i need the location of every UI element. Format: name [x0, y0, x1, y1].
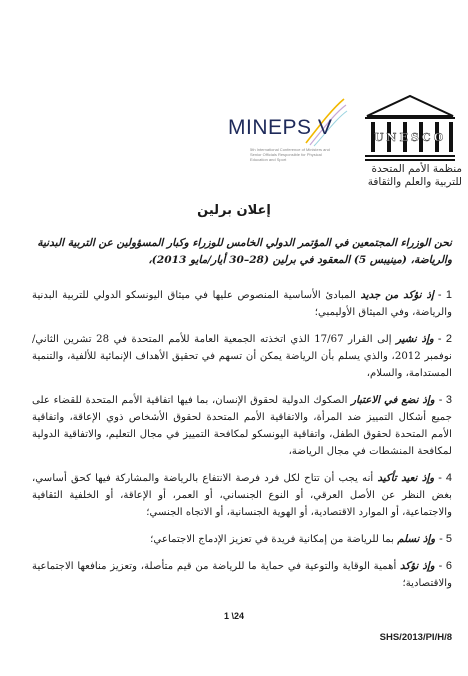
page-number: 1 \24 — [223, 611, 245, 621]
item-lead: وإذ نشير — [396, 333, 434, 345]
page-title: إعلان برلين — [197, 203, 271, 218]
item-text: أهمية الوقاية والتوعية في حماية ما للرياضة من قيم متأصلة، وتعزيز منافعها الاجتماعية والاقتصادية؛ — [32, 561, 452, 589]
item-number: 4 - — [438, 472, 453, 484]
item-number: 2 - — [437, 333, 452, 345]
declaration-item-6 — [32, 558, 452, 592]
item-lead: وإذ نؤكد — [400, 560, 435, 572]
item-number: 5 - — [439, 533, 452, 545]
declaration-item-3 — [32, 392, 452, 460]
item-text: أنه يجب أن تتاح لكل فرد فرصة الانتفاع بالرياضة والمشاركة فيها كحق أساسي، بغض النظر عن الأصل العرقي، أو النوع الجنساني، أو العمر، أو الإعاقة، أو الخلفية الثقافية والاجتماعية، أو الموارد الاقتصادية، أو الهوية الجنسانية، أو الاتجاه الجنسي؛ — [32, 473, 452, 518]
item-number: 1 - — [437, 289, 452, 301]
item-text: المبادئ الأساسية المنصوص عليها في ميثاق اليونسكو الدولي للتربية البدنية والرياضة، وفي الميثاق الأوليمبي؛ — [32, 290, 452, 318]
item-lead: وإذ نعيد تأكيد — [377, 472, 435, 484]
declaration-item-4 — [32, 470, 452, 521]
unesco-word: UNESCO — [373, 131, 447, 144]
item-lead: وإذ نضع في الاعتبار — [351, 394, 435, 406]
item-number: 6 - — [438, 560, 452, 572]
unesco-org-line-1: منظمة الأمم المتحدة — [371, 163, 462, 175]
unesco-org-line-2: للتربية والعلم والثقافة — [367, 176, 462, 188]
item-lead: وإذ نسلم — [397, 533, 436, 545]
declaration-item-5 — [32, 531, 452, 548]
item-lead: إذ نؤكد من جديد — [360, 289, 434, 301]
declaration-item-2 — [32, 331, 452, 382]
mineps-subtitle: 5th International Conference of Ministers and Senior Officials Responsible for Physical Education and Sport — [250, 147, 330, 162]
intro-paragraph: نحن الوزراء المجتمعين في المؤتمر الدولي الخامس للوزراء وكبار المسؤولين عن التربية البدنية والرياضة، (مينيبس 5) المعقود في برلين (28–30 أيار/مايو 2013)، — [37, 237, 452, 266]
mineps-wordmark: MINEPS V — [228, 116, 333, 139]
item-text: إلى القرار 17/67 الذي اتخذته الجمعية العامة للأمم المتحدة في 28 تشرين الثاني/نوفمبر 2012، والذي يسلم بأن الرياضة يمكن أن تسهم في تحقيق الأهداف الإنمائية للألفية، والتنمية المستدامة، والسلام، — [32, 334, 453, 379]
item-number: 3 - — [438, 394, 452, 406]
item-text: الصكوك الدولية لحقوق الإنسان، بما فيها اتفاقية الأمم المتحدة للقضاء على جميع أشكال التمييز ضد المرأة، والاتفاقية الأمم المتحدة لحقوق الأشخاص ذوي الإعاقة، واتفاقية الأمم المتحدة لحقوق الطفل، واتفاقية اليونسكو لمكافحة التمييز في مجال التعليم، والاتفاقية الدولية لمكافحة المنشطات في مجال الرياضة، — [32, 395, 452, 457]
document-code: SHS/2013/PI/H/8 — [379, 632, 452, 643]
unesco-org-name-ar — [352, 163, 462, 189]
unesco-temple-icon — [355, 94, 465, 164]
declaration-item-1 — [32, 287, 452, 321]
item-text: بما للرياضة من إمكانية فريدة في تعزيز الإدماج الاجتماعي؛ — [150, 534, 398, 545]
declaration-items — [32, 287, 452, 592]
